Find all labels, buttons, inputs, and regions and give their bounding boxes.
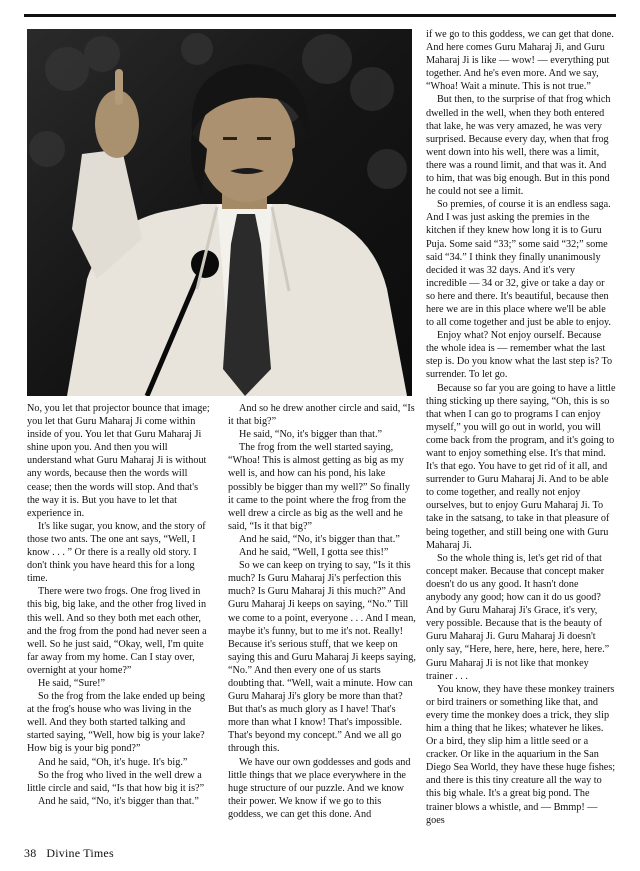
paragraph: There were two frogs. One frog lived in this big, big lake, and the other frog lived in this well. And so they both met each other, and the frog from the pond had never seen a well. So he just said, “Okay, well, I'm quite far away from my home. Can I stay over, overnight at your home?” [27,586,207,676]
paragraph: And he said, “No, it's bigger than that.” [38,795,199,807]
page-number: 38 [24,846,37,860]
paragraph: Because so far you are going to have a little thing sticking up there saying, “Oh, this is so that when I can go to programs I can enjoy myself,” you will go out in world, you will come back from the program, and it's going to want to enjoy something else. It's that mind. It's that ego. You have to get rid of it all, and surrender to Guru Maharaj Ji. And to be able to come together, and really not enjoy ourselves, but to enjoy Guru Maharaj Ji. To take in the satsang, to take in that pleasure of being together, and still being one with Guru Maharaj Ji. [426,382,616,551]
speaker-photo [27,29,412,396]
paragraph: He said, “No, it's bigger than that.” [239,429,383,441]
paragraph: And he said, “Oh, it's huge. It's big.” [38,756,188,768]
top-rule [24,14,616,17]
page-footer [24,846,124,861]
paragraph: if we go to this goddess, we can get that done. And here comes Guru Maharaj Ji, and Guru Maharaj Ji is like — wow! — everything put together. And he's even more. And we say, “Whoa! Wait a minute. This is not true.” [426,29,614,93]
photo-illustration [27,29,412,396]
text-column-2 [228,402,416,821]
paragraph: And so he drew another circle and said, “Is it that big?” [228,403,415,428]
text-column-1 [27,402,213,808]
paragraph: So the frog from the lake ended up being at the frog's house who was living in the well. And they both started talking and started saying, “Well, how big is your lake? How big is your big pond?” [27,691,205,755]
paragraph: No, you let that projector bounce that image; you let that Guru Maharaj Ji come within inside of you. You let that Guru Maharaj Ji shine upon you. And then you will understand what Guru Maharaj Ji is without any words, because then the words will cease; then the words will stop. And that's the way it is. But you have to let that experience in. [27,403,210,519]
paragraph: We have our own goddesses and gods and little things that we place everywhere in the huge structure of our puzzle. And we know their power. We know if we go to this goddess, we can get this done. And [228,756,411,820]
paragraph: He said, “Sure!” [38,677,106,689]
paragraph: You know, they have these monkey trainers or bird trainers or something like that, and every time the monkey does a trick, they slip him a thing that he likes; whatever he likes. Or a bird, they slip him a little seed or a cracker. Or like in the aquarium in the San Diego Sea World, they have these huge fishes; and there is this tiny creature all the way to this big whale. It's a great big pond. The trainer blows a whistle, and — Bmmp! — goes [426,683,616,826]
paragraph: But then, to the surprise of that frog which dwelled in the well, when they both entered that lake, he was very amazed, he was very surprised. Because every day, when that frog went down into his well, there was a limit, there was a round limit, and that was it. And to him, that was big enough. But in this pond he could not see a limit. [426,94,611,198]
paragraph: So premies, of course it is an endless saga. And I was just asking the premies in the kitchen if they knew how long it is to Guru Puja. Some said “33;” some said “32;” some said “34.” I think they finally unanimously decided it was 32 days. And it's very incredible — 34 or 32, give or take a day or so here and there. It's beautiful, because then here we are in this place where we'll be able to all come together and just be able to enjoy. [426,199,611,329]
publication-name: Divine Times [46,846,114,860]
paragraph: The frog from the well started saying, “Whoa! This is almost getting as big as my well is, and how can his pond, his lake possibly be bigger than my well?” So finally it came to the point where the frog from the well drew a circle as big as the well and he said, “Is it that big?” [228,442,410,532]
paragraph: And he said, “No, it's bigger than that.” [239,533,400,545]
paragraph: So the frog who lived in the well drew a little circle and said, “Is that how big it is?” [27,769,205,794]
paragraph: So we can keep on trying to say, “Is it this much? Is Guru Maharaj Ji's perfection this much? Is Guru Maharaj Ji this much?” And Guru Maharaj Ji keeps on saying, “No.” Till we come to a point, everyone . . . And I mean, maybe it's funny, but to me it's not. Really! Because it's serious stuff, that we keep on saying this and Guru Maharaj Ji keeps saying, “No.” And then every one of us starts doubting that. “Well, wait a minute. How can Guru Maharaj Ji's glory be more than that? But that's as much glory as I have! That's more than what I know! That's impossible. That's beyond my concept.” And we all go through this. [228,560,416,755]
text-column-3 [426,28,616,827]
paragraph: Enjoy what? Not enjoy ourself. Because the whole idea is — remember what the last step is. Do you know what the last step is? To surrender. To let go. [426,330,613,381]
paragraph: It's like sugar, you know, and the story of those two ants. The one ant says, “Well, I know . . . ” Or there is a really old story. I don't think you have heard this for a long time. [27,520,206,585]
paragraph: And he said, “Well, I gotta see this!” [239,547,389,559]
paragraph: So the whole thing is, let's get rid of that concept maker. Because that concept maker doesn't do us any good. It hasn't done anybody any good; how can it do us good? And by Guru Maharaj Ji's Grace, it's very, very possible. Because that is the beauty of Guru Maharaj Ji. Guru Maharaj Ji doesn't only say, “Here, here, here, here, here, here.” Guru Maharaj Ji is not like that monkey trainer . . . [426,552,610,682]
